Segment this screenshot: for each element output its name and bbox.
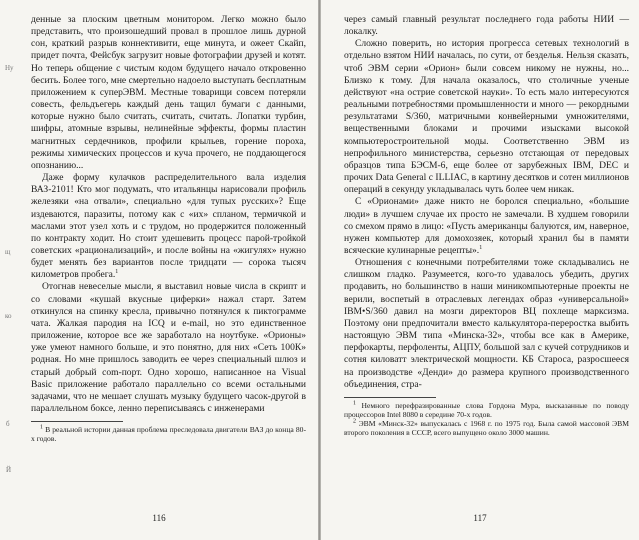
right-footnote-1-text: Немного перефразированные слова Гордона Мура, высказанные по поводу процессоров Intel 8080 в середине 70-х годов. bbox=[344, 400, 629, 420]
left-paragraph-2 bbox=[31, 172, 306, 281]
right-paragraph-4: Отношения с конечными потребителями тоже складывались не слишком гладко. Разумеется, кого-то удавалось убедить, других продавить, но большинство в наши миникомпьютерные проекты не верили, воспетый в отраслевых легендах образ «универсальной» IBM•S/360 давил на мозги директоров ВЦ похлеще марксизма. Поэтому они предпочитали вместо калькулятора-переростка выбить настоящую ЭВМ типа «Минска-32», чтобы все как в Америке, перфокарты, перфоленты, АЦПУ, большой зал с кучей сотрудников и сотня киловатт электрической мощности. КБ Староса, разросшееся на производстве «Денди» до размера крупного производственного объединения, стра- bbox=[344, 257, 629, 390]
left-footnote-1 bbox=[31, 425, 306, 443]
left-footnotes bbox=[31, 425, 306, 443]
left-footnote-1-text: В реальной истории данная проблема преследовала двигатели ВАЗ до конца 80-х годов. bbox=[31, 425, 306, 444]
left-page-number: 116 bbox=[152, 513, 166, 523]
left-footnote-ref-1: 1 bbox=[115, 269, 119, 276]
left-body bbox=[31, 14, 306, 415]
left-footnote-mark-1: 1 bbox=[40, 424, 43, 431]
right-footnote-mark-1: 1 bbox=[353, 400, 356, 407]
right-footnote-mark-2: 2 bbox=[353, 418, 356, 425]
right-paragraph-3-text: С «Орионами» даже никто не боролся специально, «большие люди» в лучшем случае их просто не замечали. В худшем говорили со смехом прямо в лицо: «Пусть американцы балуются, им, наверное, нужен компьютер для домохозяек, который хранил бы в памяти всяческие кулинарные рецепты». bbox=[344, 196, 629, 256]
margin-fragment-3: ко bbox=[5, 312, 12, 320]
right-footnote-rule bbox=[344, 397, 436, 398]
left-paragraph-3: Отогнав невеселые мысли, я выставил новые числа в скрипт и со словами «кушай вкусные циферки» нажал старт. Затем откинулся на спинку кресла, привычно потянулся к пиктограмме чата. Жалкая пародия на ICQ и e-mail, но это единственное приложение, которое все же заработало на ноутбуке. «Орионы» уже умеют намного больше, и это понятно, для них «Сеть 100К» родная. Но мне пришлось заводить ее через специальный шлюз и старый добрый com-порт. Одно хорошо, написанное на Visual Basic приложение работало параллельно со всеми остальными задачами, что не мешает слушать музыку будущего часок-другой в параллельном боксе, ленно переписываясь с инженерами bbox=[31, 281, 306, 414]
margin-fragment-4: б bbox=[6, 420, 10, 428]
margin-fragment-5: Й bbox=[6, 466, 12, 474]
margin-fragment-1: Ну bbox=[5, 64, 14, 72]
right-page bbox=[321, 0, 639, 540]
right-paragraph-2: Сложно поверить, но история прогресса сетевых технологий в отдельно взятом НИИ началась, по сути, от безделья. Нельзя сказать, чтоб ЭВМ серии «Орион» были совсем никому не нужны, но... Близко к тому. Для начала оказалось, что столичные ученые действуют «на острие советской науки». То есть мало интересуются реальными потребностями промышленности и много — рекордными результатами S/360, матричными конвейерными умножителями, вещественными блоками и прочими изысками высокой компьютеростроительной моды. Соответственно ЭВМ из непрофильного министерства, серьезно отстающая от передовых образцов типа БЭСМ-6, еще более от зарубежных IBM, DEC и прочих Data General с ILLIAC, в картину десятков и сотен миллионов операций в секунду укладывалась чуть более чем никак. bbox=[344, 38, 629, 196]
margin-fragment-2: щ bbox=[5, 248, 11, 256]
left-page bbox=[0, 0, 318, 540]
left-paragraph-2-text: Даже форму кулачков распределительного вала изделия ВАЗ-2101! Кто мог подумать, что итальянцы нарисовали профиль железяки «на отвали», специально «для тупых русских»? Еще издеваются, паразиты, потому как с «их» спланом, термичкой и маслами этот узел хоть и с трудом, но продержится положенный по контракту ходит. Но стоит удешевить процесс парой-тройкой советских «рационализаций», и после войны на «жигулях» нужно будет менять без вариантов после тридцати — сорока тысяч километров пробега. bbox=[31, 172, 306, 281]
right-footnote-2-text: ЭВМ «Минск-32» выпускалась с 1968 г. по 1975 год. Была самой массовой ЭВМ второго поколения в СССР, всего выпущено около 3000 машин. bbox=[344, 419, 629, 438]
right-body bbox=[344, 14, 629, 391]
left-footnote-rule bbox=[31, 421, 123, 422]
right-paragraph-1: через самый главный результат последнего года работы НИИ — локалку. bbox=[344, 14, 629, 38]
right-footnotes bbox=[344, 401, 629, 438]
right-footnote-1 bbox=[344, 401, 629, 419]
right-footnote-ref-1: 1 bbox=[479, 244, 483, 251]
right-page-number: 117 bbox=[473, 513, 487, 523]
left-paragraph-1: денные за плоским цветным монитором. Легко можно было представить, что произошедший провал в прошлое лишь дурной сон, краткий разрыв коннективити, еще минута, и ожеет Скайп, придет почта, Фейсбук загрузит новые фотографии друзей и котят. Но теперь общение с чистым кодом будущего начало откровенно бесить. Более того, мне смертельно надоело выступать бесплатным приложением к суперЭВМ. Местные товарищи совсем потеряли совесть, фельдъегерь каждый день тащил бумаги с данными, которые нужно было считать, считать, считать. Лопатки турбин, шифры, атомные взрывы, нелинейные эффекты, формы пластин магнитных сердечников, профили крыльев, горение пороха, режимы химических процессов и куча прочего, не поддающегося опознанию... bbox=[31, 14, 306, 171]
right-footnote-2 bbox=[344, 419, 629, 437]
right-paragraph-3 bbox=[344, 196, 629, 257]
